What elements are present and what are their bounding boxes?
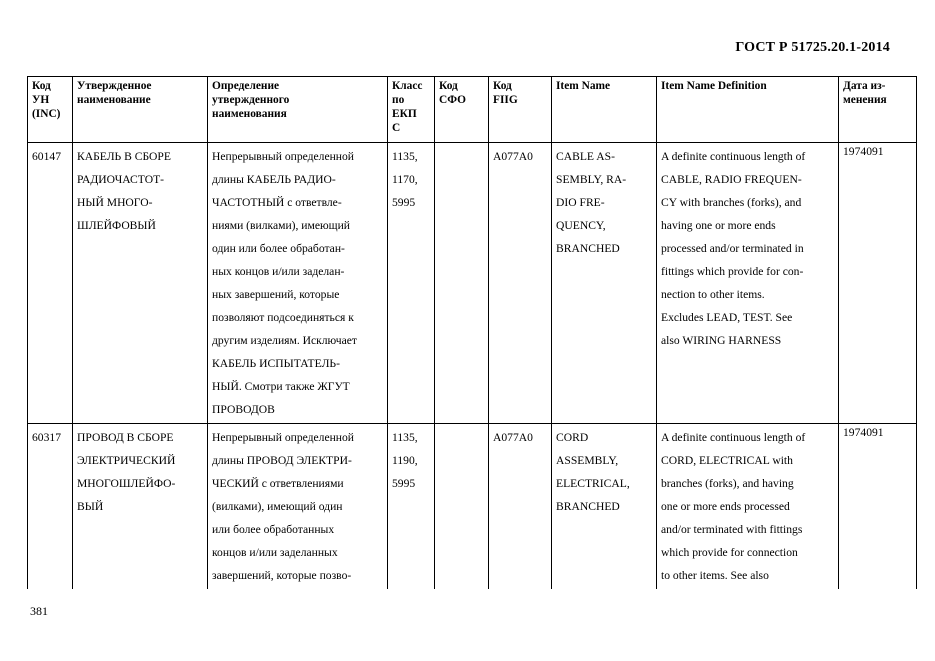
cell-text-line: концов и/или заделанных (212, 546, 338, 559)
cell-text-line: ШЛЕЙФОВЫЙ (77, 219, 156, 232)
cell-text-line: 5995 (392, 477, 416, 490)
cell-text-line: ПРОВОДОВ (212, 403, 275, 416)
class-cell (388, 143, 435, 424)
header-text-line: Код (493, 80, 512, 92)
cell-text-line: ных концов и/или заделан- (212, 265, 345, 278)
fiig-cell: A077A0 (489, 143, 552, 424)
inc-cell: 60317 (28, 424, 73, 590)
cell-text-line: CORD, ELECTRICAL with (661, 454, 793, 467)
cell-text-line: ЭЛЕКТРИЧЕСКИЙ (77, 454, 176, 467)
cell-text-line: завершений, которые позво- (212, 569, 352, 582)
cell-text-line: A definite continuous length of (661, 150, 806, 163)
cell-text-line: DIO FRE- (556, 196, 605, 209)
cell-text-line: другим изделиям. Исключает (212, 334, 357, 347)
cell-text-line: to other items. See also (661, 569, 769, 582)
cell-text-line: ELECTRICAL, (556, 477, 630, 490)
cell-text-line: ниями (вилками), имеющий (212, 219, 350, 232)
cell-text-line: 1170, (392, 173, 418, 186)
cell-text-line: ПРОВОД В СБОРЕ (77, 431, 174, 444)
catalog-table (27, 76, 917, 589)
item-definition-cell (657, 143, 839, 424)
sfo-cell (435, 424, 489, 590)
cell-text-line: (вилками), имеющий один (212, 500, 343, 513)
cell-text-line: A definite continuous length of (661, 431, 806, 444)
item-definition-cell (657, 424, 839, 590)
inc-header (28, 77, 73, 143)
item-name-cell (552, 424, 657, 590)
item-name-cell (552, 143, 657, 424)
cell-text-line: ВЫЙ (77, 500, 104, 513)
cell-text-line: длины КАБЕЛЬ РАДИО- (212, 173, 336, 186)
date-cell: 1974091 (839, 143, 917, 424)
date-cell: 1974091 (839, 424, 917, 590)
table-row (28, 424, 917, 590)
cell-text-line: BRANCHED (556, 500, 620, 513)
cell-text-line: fittings which provide for con- (661, 265, 804, 278)
cell-text-line: BRANCHED (556, 242, 620, 255)
cell-text-line: КАБЕЛЬ В СБОРЕ (77, 150, 171, 163)
catalog-table-wrapper (27, 76, 916, 589)
class-header (388, 77, 435, 143)
page-number: 381 (30, 604, 48, 618)
cell-text-line: CABLE, RADIO FREQUEN- (661, 173, 802, 186)
cell-text-line: SEMBLY, RA- (556, 173, 627, 186)
header-text-line: Item Name (556, 80, 611, 92)
fiig-cell: A077A0 (489, 424, 552, 590)
header-text-line: наименование (77, 94, 151, 106)
cell-text-line: CY with branches (forks), and (661, 196, 802, 209)
header-text-line: ЕКП (392, 108, 417, 120)
cell-text-line: ASSEMBLY, (556, 454, 619, 467)
cell-text-line: длины ПРОВОД ЭЛЕКТРИ- (212, 454, 352, 467)
definition-cell (208, 143, 388, 424)
header-text-line: наименования (212, 108, 287, 120)
definition-cell (208, 424, 388, 590)
header-text-line: (INC) (32, 108, 61, 120)
cell-text-line: 1135, (392, 431, 418, 444)
approved-name-cell (73, 143, 208, 424)
item-definition-header (657, 77, 839, 143)
cell-text-line: Непрерывный определенной (212, 431, 355, 444)
table-row (28, 143, 917, 424)
cell-text-line: ЧЕСКИЙ с ответвлениями (212, 477, 344, 490)
cell-text-line: Excludes LEAD, TEST. See (661, 311, 793, 324)
cell-text-line: РАДИОЧАСТОТ- (77, 173, 165, 186)
approved-name-cell (73, 424, 208, 590)
sfo-cell (435, 143, 489, 424)
header-text-line: Утвержденное (77, 80, 152, 92)
header-text-line: утвержденного (212, 94, 290, 106)
header-text-line: по (392, 94, 405, 106)
cell-text-line: или более обработанных (212, 523, 335, 536)
approved-name-header (73, 77, 208, 143)
header-text-line: Дата из- (843, 80, 886, 92)
cell-text-line: which provide for connection (661, 546, 798, 559)
header-text-line: Класс (392, 80, 423, 92)
cell-text-line: Непрерывный определенной (212, 150, 355, 163)
cell-text-line: ЧАСТОТНЫЙ с ответвле- (212, 196, 342, 209)
class-cell (388, 424, 435, 590)
cell-text-line: НЫЙ МНОГО- (77, 196, 153, 209)
cell-text-line: НЫЙ. Смотри также ЖГУТ (212, 380, 350, 393)
header-text-line: Item Name Definition (661, 80, 767, 92)
header-text-line: СФО (439, 94, 467, 106)
cell-text-line: nection to other items. (661, 288, 765, 301)
header-text-line: Код (439, 80, 458, 92)
cell-text-line: позволяют подсоединяться к (212, 311, 354, 324)
sfo-header (435, 77, 489, 143)
cell-text-line: CORD (556, 431, 589, 444)
table-header-row (28, 77, 917, 143)
cell-text-line: and/or terminated with fittings (661, 523, 803, 536)
cell-text-line: branches (forks), and having (661, 477, 794, 490)
document-standard-code: ГОСТ Р 51725.20.1-2014 (735, 40, 890, 55)
cell-text-line: having one or more ends (661, 219, 776, 232)
fiig-header (489, 77, 552, 143)
cell-text-line: 5995 (392, 196, 416, 209)
cell-text-line: один или более обработан- (212, 242, 345, 255)
cell-text-line: МНОГОШЛЕЙФО- (77, 477, 176, 490)
table-body (28, 143, 917, 590)
cell-text-line: processed and/or terminated in (661, 242, 804, 255)
cell-text-line: also WIRING HARNESS (661, 334, 782, 347)
item-name-header (552, 77, 657, 143)
header-text-line: менения (843, 94, 887, 106)
cell-text-line: 1135, (392, 150, 418, 163)
cell-text-line: QUENCY, (556, 219, 606, 232)
inc-cell: 60147 (28, 143, 73, 424)
cell-text-line: CABLE AS- (556, 150, 615, 163)
header-text-line: FIIG (493, 94, 518, 106)
date-header (839, 77, 917, 143)
cell-text-line: 1190, (392, 454, 418, 467)
cell-text-line: ных завершений, которые (212, 288, 340, 301)
cell-text-line: one or more ends processed (661, 500, 790, 513)
cell-text-line: КАБЕЛЬ ИСПЫТАТЕЛЬ- (212, 357, 340, 370)
header-text-line: УН (32, 94, 50, 106)
header-text-line: Код (32, 80, 51, 92)
definition-header (208, 77, 388, 143)
header-text-line: Определение (212, 80, 280, 92)
header-text-line: С (392, 122, 401, 134)
